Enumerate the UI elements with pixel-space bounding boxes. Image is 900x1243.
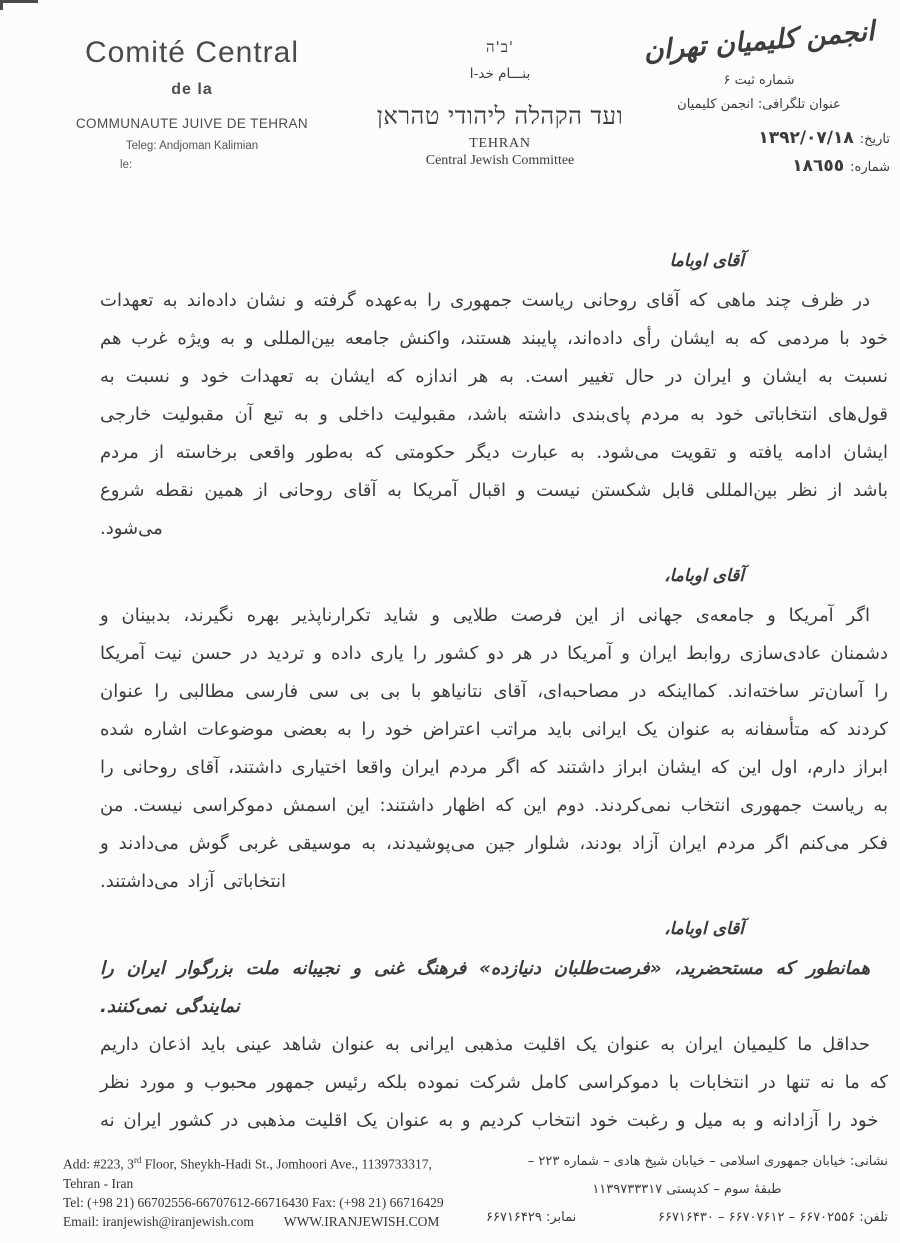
tel-fax-line-fa [486,1204,888,1232]
org-title-french: Comité Central [84,36,300,69]
paragraph-rouhani-commitments: در ظرف چند ماهی که آقای روحانی ریاست جمهوری را به‌عهده گرفته و نشان داده‌اند به تعهدات خود با مردمی که به ایشان رأی داده‌اند، پایبند هستند، واکنش جامعه بین‌المللی و به ویژه غرب هم نسبت به ایشان و ایران در حال تغییر است. به هر اندازه که ایشان به تعهدات خود و نسبت به قول‌های انتخاباتی خود به مردم پای‌بندی داشته باشد، مقبولیت داخلی و به تبع آن مقبولیت خارجی ایشان ادامه یافته و تقویت می‌شود. به عبارت دیگر حکومتی که به‌طور واقعی برخاسته از مردم باشد از نظر بین‌المللی قابل شکستن نیست و اقبال آمریکا به آقای روحانی از همین نقطه شروع می‌شود. [100,290,888,539]
address-en-prefix: Add: #223, 3 [63,1156,134,1172]
letterhead-persian-block [628,15,890,176]
scan-corner-artifact-vertical [0,0,3,10]
org-name-persian-calligraphy: انجمن کلیمیان تهران [642,15,876,68]
address-line2-fa: طبقهٔ سوم – کدپستی ۱۱۳۹۷۳۳۳۱۷ [592,1182,782,1197]
tel-fax-line-en: Tel: (+98 21) 66702556-66707612-66716430 Fax: (+98 21) 66716429 [63,1194,444,1210]
letter-number-label: شماره: [850,160,890,175]
org-name-hebrew: ועד הקהלה ליהודי טהראן [376,102,624,130]
address-en-ordinal: rd [133,1155,142,1165]
telegraph-address-en: Teleg: Andjoman Kalimian [125,140,259,152]
email-web-line [63,1212,513,1231]
footer-persian-block [486,1148,888,1232]
date-label: تاریخ: [859,132,890,147]
letterhead-center-block [358,38,642,169]
address-line2-en: Tehran - Iran [63,1175,134,1191]
registration-number: شماره ثبت ۶ [723,73,795,88]
paragraph-golden-opportunity-netanyahu: اگر آمریکا و جامعه‌ی جهانی از این فرصت طلایی و شاید تکرارناپذیر بهره نگیرند، بدبینان و دشمنان عادی‌سازی روابط ایران و آمریکا در هر دو کشور را یاری داده و تردید در حسن نیت آمریکا را آسان‌تر ساخته‌اند. کمااینکه در مصاحبه‌ای، آقای نتانیاهو با بی بی سی فارسی مطالبی را عنوان کردند که متأسفانه به عنوان یک ایرانی باید مراتب اعتراض خود را به بعضی موضوعات اشاره شده ابراز دارم، اول این که ایشان ابراز داشتند که اگر مردم ایران واقعا اختیاری داشتند، آقای روحانی را به ریاست جمهوری انتخاب نمی‌کردند. دوم این که اظهار داشتند: این اسمش دموکراسی نیست. من فکر می‌کنم اگر مردم ایران آزاد بودند، شلوار جین می‌پوشیدند، به موسیقی غربی گوش می‌دادند و انتخاباتی آزاد می‌داشتند. [100,605,888,892]
footer-english-block [63,1151,513,1231]
org-title-french-line2: de la [171,81,213,98]
website-url: WWW.IRANJEWISH.COM [283,1213,440,1229]
org-name-french: COMMUNAUTE JUIVE DE TEHRAN [75,116,309,131]
paragraph-emphasis-opportunists: همانطور که مستحضرید، «فرصت‌طلبان دنیازده» فرهنگ غنی و نجیبانه ملت بزرگوار ایران را نمایندگی نمی‌کنند. [100,958,870,1017]
salutation-mr-obama-2: آقای اوباما، [664,566,744,586]
scan-corner-artifact [0,0,38,3]
salutation-mr-obama-3: آقای اوباما، [664,919,744,939]
date-line-label-french: le: [120,159,133,171]
address-en-suffix: Floor, Sheykh-Hadi St., Jomhoori Ave., 1139733317, [141,1156,432,1172]
city-name-english: TEHRAN [469,136,531,151]
in-the-name-of-god-persian: بنـــام خد-ا [469,66,531,82]
org-name-english: Central Jewish Committee [425,153,575,168]
telegraph-address-persian: عنوان تلگرافی: انجمن کلیمیان [677,97,841,112]
phone-numbers-fa: تلفن: ۶۶۷۰۲۵۵۶ – ۶۶۷۰۷۶۱۲ – ۶۶۷۱۶۴۳۰ [657,1210,888,1225]
letter-date-row [628,128,890,148]
letterhead-french-block [70,36,314,171]
address-line1-en [63,1151,513,1174]
salutation-mr-obama-1: آقای اوباما [669,251,744,271]
email-address: Email: iranjewish@iranjewish.com [63,1213,254,1229]
address-line1-fa: نشانی: خیابان جمهوری اسلامی – خیابان شیخ هادی – شماره ۲۲۳ – [527,1154,888,1169]
paragraph-jewish-minority-elections: حداقل ما کلیمیان ایران به عنوان یک اقلیت مذهبی ایرانی به عنوان شاهد عینی باید اذعان داریم که ما نه تنها در انتخابات با دموکراسی کامل شرکت نموده بلکه رئیس جمهور محبوب و مورد نظر خود را آزادانه و به میل و رغبت خود انتخاب کردیم و به عنوان یک اقلیت مذهبی در کشور ایران نه [100,1034,888,1131]
letter-number-row [628,156,890,176]
letter-body [100,246,888,1140]
fax-number-fa: نمابر: ۶۶۷۱۶۴۲۹ [486,1210,577,1225]
hebrew-bh-abbreviation: ב'ה' [485,38,515,56]
date-value: ۱۳۹۲/۰۷/۱۸ [758,128,854,148]
letter-number-value: ١٨٦٥٥ [792,156,845,176]
